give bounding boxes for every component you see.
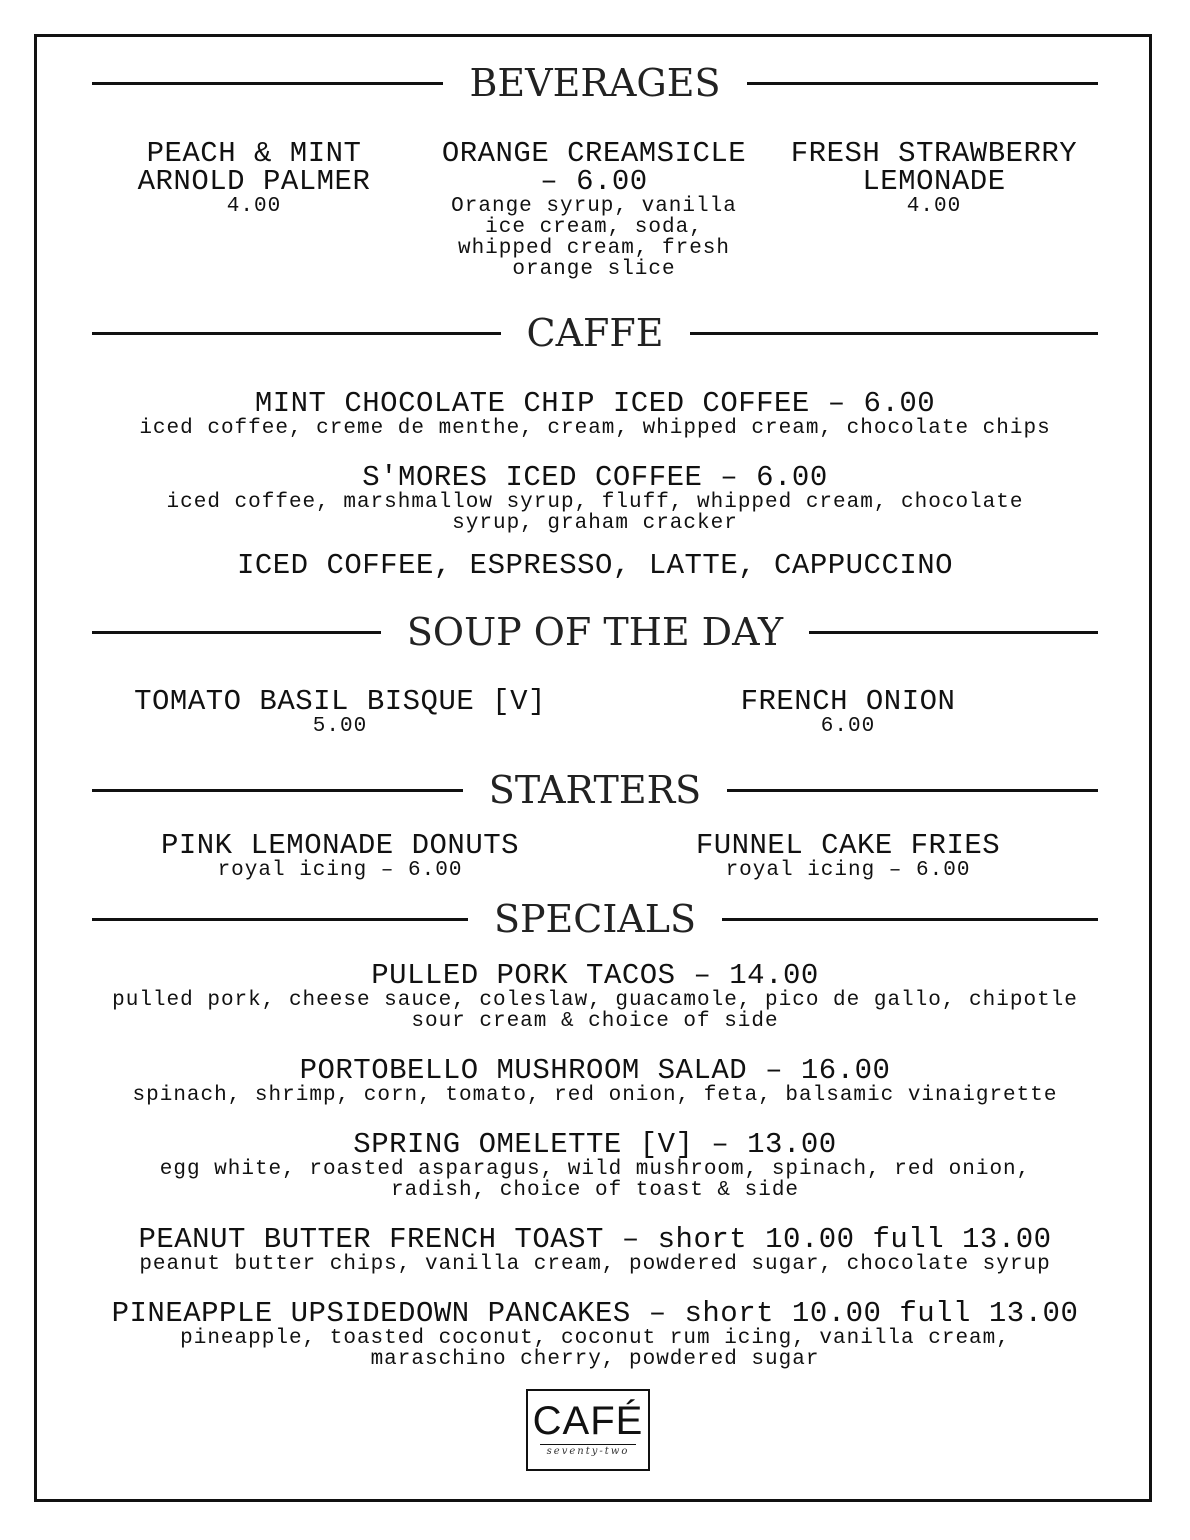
divider-line [92,631,381,634]
item-price: 4.00 [906,195,962,218]
item-description: royal icing – 6.00 [725,859,971,882]
item-description: peanut butter chips, vanilla cream, powdered sugar, chocolate syrup [139,1253,1051,1276]
logo-divider [540,1444,636,1445]
menu-item-pineapple-upsidedown-pancakes [92,1297,1098,1371]
item-name: PULLED PORK TACOS – 14.00 [371,959,819,992]
menu-item-tomato-basil-bisque [100,685,580,738]
beverages-heading [92,58,1098,108]
item-description: pulled pork, cheese sauce, coleslaw, guacamole, pico de gallo, chipotle sour cream & choice of side [112,989,1078,1033]
item-description: egg white, roasted asparagus, wild mushroom, spinach, red onion, radish, choice of toast & side [159,1158,1031,1202]
menu-item-spring-omelette [92,1128,1098,1202]
section-title: BEVERAGES [469,61,721,105]
item-description: spinach, shrimp, corn, tomato, red onion, feta, balsamic vinaigrette [132,1084,1058,1107]
divider-line [722,918,1098,921]
item-name: PINEAPPLE UPSIDEDOWN PANCAKES – short 10.00 full 13.00 [111,1297,1079,1330]
menu-item-peach-mint-arnold-palmer [100,137,408,218]
menu-item-smores-iced-coffee [92,461,1098,535]
item-name: FRENCH ONION [740,685,956,718]
section-title: SPECIALS [493,897,697,941]
menu-item-coffee-drinks [92,549,1098,582]
item-name: MINT CHOCOLATE CHIP ICED COFFEE – 6.00 [254,387,936,420]
menu-item-peanut-butter-french-toast [92,1223,1098,1276]
menu-item-funnel-cake-fries [608,829,1088,882]
menu-item-fresh-strawberry-lemonade [780,137,1088,218]
divider-line [809,631,1098,634]
divider-line [92,918,468,921]
cafe-logo [526,1389,650,1471]
divider-line [690,332,1099,335]
item-name: FUNNEL CAKE FRIES [695,829,1001,862]
divider-line [92,82,443,85]
item-name: ORANGE CREAMSICLE – 6.00 [441,137,747,198]
item-name: FRESH STRAWBERRY LEMONADE [790,137,1078,198]
item-name: PORTOBELLO MUSHROOM SALAD – 16.00 [299,1054,891,1087]
specials-heading [92,894,1098,944]
menu-item-pink-lemonade-donuts [100,829,580,882]
menu-item-portobello-mushroom-salad [92,1054,1098,1107]
divider-line [92,332,501,335]
section-title: SOUP OF THE DAY [406,610,784,654]
item-name: S'MORES ICED COFFEE – 6.00 [362,461,828,494]
divider-line [92,789,463,792]
item-name: TOMATO BASIL BISQUE [V] [134,685,546,718]
item-description: royal icing – 6.00 [217,859,463,882]
menu-item-french-onion [608,685,1088,738]
item-name: PINK LEMONADE DONUTS [160,829,520,862]
section-title: CAFFE [526,311,664,355]
item-name: SPRING OMELETTE [V] – 13.00 [353,1128,837,1161]
section-title: STARTERS [488,768,702,812]
item-description: pineapple, toasted coconut, coconut rum icing, vanilla cream, maraschino cherry, powdered sugar [180,1327,1010,1371]
item-price: 4.00 [226,195,282,218]
soup-heading [92,607,1098,657]
menu-item-orange-creamsicle [428,137,760,281]
item-name: ICED COFFEE, ESPRESSO, LATTE, CAPPUCCINO [236,549,954,582]
menu-item-pulled-pork-tacos [92,959,1098,1033]
item-price: 6.00 [820,715,876,738]
divider-line [727,789,1098,792]
item-description: iced coffee, creme de menthe, cream, whipped cream, chocolate chips [139,417,1051,440]
item-name: PEACH & MINT ARNOLD PALMER [137,137,371,198]
caffe-heading [92,308,1098,358]
logo-subtitle: seventy-two [546,1446,630,1457]
item-description: Orange syrup, vanilla ice cream, soda, whipped cream, fresh orange slice [451,195,737,281]
logo-wordmark: CAFÉ [532,1399,644,1443]
menu-item-mint-chocolate-chip-iced-coffee [92,387,1098,440]
item-description: iced coffee, marshmallow syrup, fluff, whipped cream, chocolate syrup, graham cracker [166,491,1024,535]
divider-line [747,82,1098,85]
starters-heading [92,765,1098,815]
item-name: PEANUT BUTTER FRENCH TOAST – short 10.00 full 13.00 [138,1223,1052,1256]
item-price: 5.00 [312,715,368,738]
